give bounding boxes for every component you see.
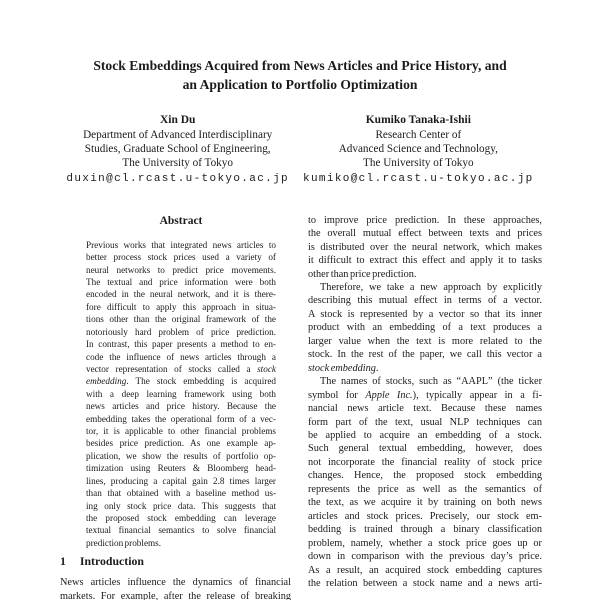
text-line: markets. For example, after the release of breaking xyxy=(60,590,291,600)
text-line: stock. In the rest of the paper, we call this vector a xyxy=(308,349,542,361)
text-line: A stock is represented by a vector so that its inner xyxy=(308,308,542,320)
text-line: the relation between a stock name and a news arti- xyxy=(308,577,542,589)
text-line: is distributed over the neural network, which makes xyxy=(308,241,542,253)
left-column xyxy=(60,214,291,600)
author-block-1 xyxy=(66,113,289,185)
author-affiliation-line: Studies, Graduate School of Engineering, xyxy=(84,142,271,155)
text-line: product with an embedding of a text produces a xyxy=(308,322,542,334)
text-line: form part of the text, usual NLP techniques can xyxy=(308,416,542,428)
text-line: better process stock prices used a variety of xyxy=(86,252,276,263)
text-line: with a deep learning framework using both xyxy=(86,388,276,399)
abstract-body xyxy=(86,239,276,550)
text-line: encoded in the neural network, and it is there- xyxy=(86,289,276,300)
text-line: describing this mutual effect in terms of a vector. xyxy=(308,295,542,307)
text-line: changes. Hence, the proposed stock embedding xyxy=(308,470,542,482)
text-line: represents the price as well as the semantics of xyxy=(308,483,542,495)
text-line: timization using Reuters & Bloomberg head- xyxy=(86,463,276,474)
text-line: embedding. The stock embedding is acquired xyxy=(86,376,276,387)
text-line: The names of stocks, such as “AAPL” (the ticker xyxy=(320,376,542,388)
text-line: the text, as we acquire it by training on both news xyxy=(308,497,542,509)
author-name: Xin Du xyxy=(159,114,196,126)
text-line: symbol for Apple Inc.), typically appear in a fi- xyxy=(308,389,542,401)
paper-title-line-1: Stock Embeddings Acquired from News Articles and Price History, and xyxy=(93,58,507,73)
text-line: embedding takes the operational form of a vec- xyxy=(86,413,276,424)
abstract-heading: Abstract xyxy=(159,214,203,227)
abstract-section xyxy=(60,214,291,550)
author-block-2 xyxy=(303,113,534,185)
author-name: Kumiko Tanaka-Ishii xyxy=(365,114,471,126)
text-line: vector representation of stocks called a stock xyxy=(86,363,276,374)
text-line: Previous works that integrated news articles to xyxy=(86,239,276,250)
paper-title-line-2: an Application to Portfolio Optimization xyxy=(182,76,418,92)
section-heading-introduction xyxy=(60,554,291,569)
author-affiliation-line: Advanced Science and Technology, xyxy=(338,142,498,155)
text-line: problem, namely, whether a stock price goes up or xyxy=(308,537,542,549)
text-line: to improve price prediction. In these approaches, xyxy=(308,214,542,226)
text-line: the overall mutual effect between texts and prices xyxy=(308,228,542,240)
paper-title xyxy=(0,57,600,94)
text-line: it difficult to extract this effect and apply it to tasks xyxy=(308,255,542,267)
text-line: not incorporate the financial reality of stock price xyxy=(308,456,542,468)
author-affiliation-line: Department of Advanced Interdisciplinary xyxy=(83,128,273,141)
text-line: News articles influence the dynamics of financial xyxy=(60,577,291,589)
text-line: news articles and price history. Because the xyxy=(86,401,276,412)
section-title: Introduction xyxy=(79,554,144,569)
text-line: nancial news article text. Because these names xyxy=(308,403,542,415)
right-column xyxy=(308,214,542,591)
authors-row xyxy=(0,113,600,185)
text-line: code the influence of news articles through a xyxy=(86,351,276,362)
text-line: tor, it is applicable to other financial problems xyxy=(86,426,276,437)
text-line: down in comparison with the previous day’s price. xyxy=(308,551,542,563)
text-line: lines, producing a capital gain 2.8 times larger xyxy=(86,475,276,486)
text-line: ing only stock price data. This suggests that xyxy=(86,500,276,511)
text-line: textual financial semantics to solve financial xyxy=(86,525,276,536)
section-number: 1 xyxy=(60,554,66,569)
author-affiliation-line: The University of Tokyo xyxy=(122,157,233,170)
text-line: the proposed stock embedding can leverage xyxy=(86,513,276,523)
text-line: articles and stock prices. Precisely, our stock em- xyxy=(308,510,542,522)
author-affiliation-line: Research Center of xyxy=(375,128,462,141)
text-line: In contrast, this paper presents a method to en- xyxy=(86,339,276,350)
text-line: Therefore, we take a new approach by explicitly xyxy=(320,281,542,293)
text-line: Such general textual embedding, however, does xyxy=(308,443,542,455)
text-line: neural networks to predict price movements. xyxy=(86,264,276,275)
text-line: The textual and price information were both xyxy=(86,276,276,287)
author-affiliation-line: The University of Tokyo xyxy=(363,157,474,170)
text-line: stock embedding. xyxy=(308,362,379,374)
text-line: prediction problems. xyxy=(86,537,162,548)
author-email: kumiko@cl.rcast.u-tokyo.ac.jp xyxy=(303,172,534,185)
text-line: be applied to acquire an embedding of a stock. xyxy=(308,429,542,441)
text-line: tions other than the original framework of the xyxy=(86,314,276,325)
author-email: duxin@cl.rcast.u-tokyo.ac.jp xyxy=(66,172,290,185)
text-line: bedding is trained through a binary classification xyxy=(308,524,542,536)
two-column-body xyxy=(60,214,542,600)
text-line: As a result, an acquired stock embedding captures xyxy=(308,564,542,576)
text-line: other than price prediction. xyxy=(308,268,417,280)
text-line: than that obtained with a baseline method us- xyxy=(86,488,276,499)
text-line: besides price prediction. As one example ap- xyxy=(86,438,276,449)
text-line: plication, we show the results of portfolio op- xyxy=(86,450,276,461)
introduction-body xyxy=(60,576,291,600)
text-line: notoriously hard problem of price prediction. xyxy=(86,326,276,337)
text-line: larger value when the text is more related to the xyxy=(308,335,542,347)
text-line: fore difficult to apply this approach in situa- xyxy=(86,301,276,312)
